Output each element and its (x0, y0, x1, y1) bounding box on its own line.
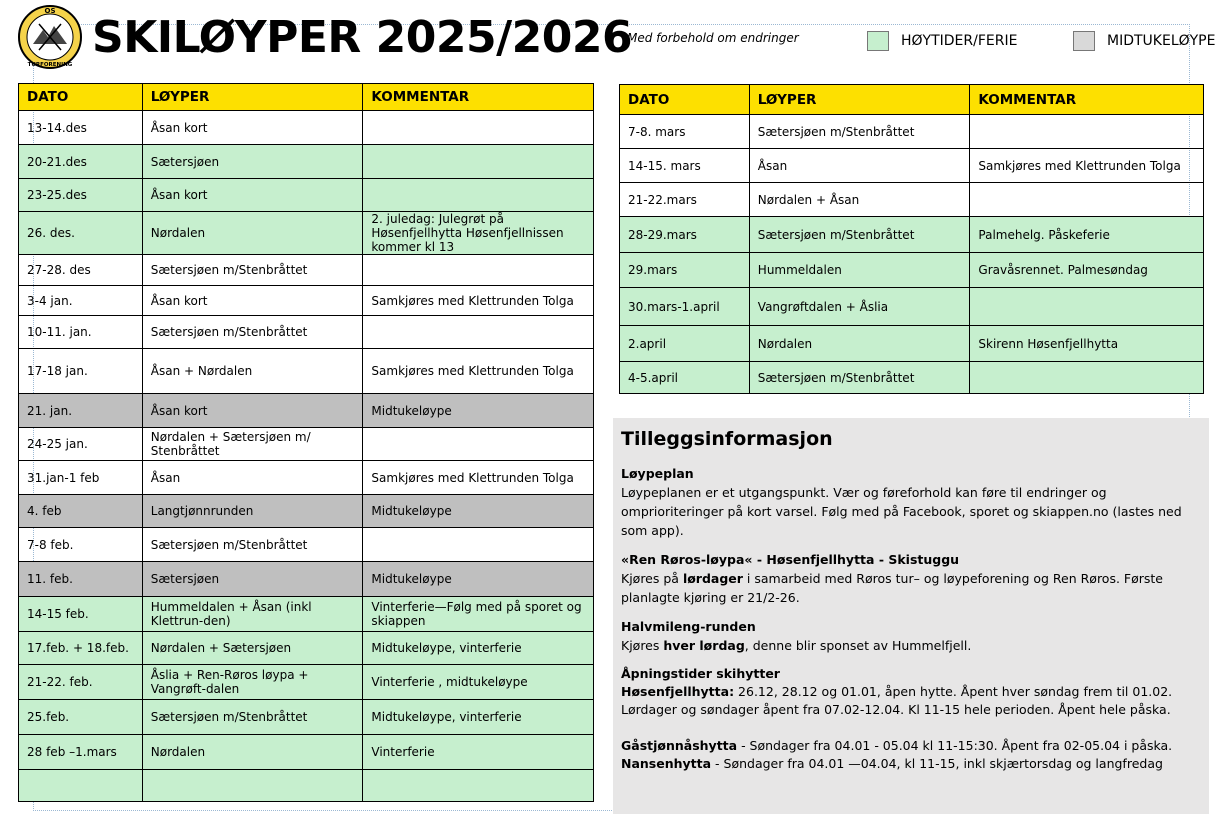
table-row (19, 286, 594, 316)
cell-dato: 4. feb (19, 495, 143, 528)
legend-holidays-swatch (867, 31, 889, 51)
cell-loyper: Hummeldalen + Åsan (inkl Klettrun-den) (142, 597, 363, 632)
table-row (620, 288, 1204, 326)
col-header-loyper: LØYPER (142, 84, 363, 111)
cell-kommentar: Samkjøres med Klettrunden Tolga (970, 149, 1204, 183)
info-apning (621, 665, 1201, 773)
table-row (19, 145, 594, 179)
cell-kommentar: Midtukeløype (363, 495, 594, 528)
info-loypeplan (621, 464, 1201, 540)
cell-loyper: Sætersjøen m/Stenbråttet (749, 362, 970, 394)
cell-kommentar (363, 111, 594, 145)
cell-loyper: Nørdalen + Sætersjøen (142, 632, 363, 665)
cell-dato: 30.mars-1.april (620, 288, 750, 326)
cell-loyper: Sætersjøen m/Stenbråttet (142, 700, 363, 735)
cell-kommentar (363, 770, 594, 802)
table-row (19, 562, 594, 597)
apning-heading: Åpningstider skihytter (621, 666, 780, 681)
cell-kommentar: Samkjøres med Klettrunden Tolga (363, 349, 594, 394)
legend-holidays (867, 30, 1017, 52)
table-row (19, 735, 594, 770)
ren-roros-heading: «Ren Røros-løypa« - Høsenfjellhytta - Skistuggu (621, 552, 960, 567)
col-header-loyper: LØYPER (749, 85, 970, 115)
cell-loyper: Åsan kort (142, 286, 363, 316)
cell-dato: 21. jan. (19, 394, 143, 428)
table-row (19, 349, 594, 394)
table-row (620, 217, 1204, 253)
cell-loyper: Åsan kort (142, 394, 363, 428)
cell-dato: 24-25 jan. (19, 428, 143, 461)
cell-kommentar (363, 428, 594, 461)
cell-dato: 14-15. mars (620, 149, 750, 183)
cell-dato: 23-25.des (19, 179, 143, 212)
col-header-kommentar: KOMMENTAR (970, 85, 1204, 115)
cell-dato: 3-4 jan. (19, 286, 143, 316)
table-row (19, 179, 594, 212)
table-header-row (620, 85, 1204, 115)
gastjonnas-hours: Gåstjønnåshytta - Søndager fra 04.01 - 05.04 kl 11-15:30. Åpent fra 02-05.04 i påska. (621, 738, 1173, 753)
table-row (19, 428, 594, 461)
cell-dato: 17.feb. + 18.feb. (19, 632, 143, 665)
table-row (19, 597, 594, 632)
table-row (19, 316, 594, 349)
legend-holidays-label: HØYTIDER/FERIE (901, 33, 1018, 49)
table-header-row (19, 84, 594, 111)
table-row (19, 111, 594, 145)
cell-dato: 20-21.des (19, 145, 143, 179)
cell-loyper: Sætersjøen m/Stenbråttet (749, 115, 970, 149)
cell-dato: 21-22. feb. (19, 665, 143, 700)
cell-dato: 31.jan-1 feb (19, 461, 143, 495)
cell-kommentar: Vinterferie , midtukeløype (363, 665, 594, 700)
table-row (19, 700, 594, 735)
cell-dato: 2.april (620, 326, 750, 362)
col-header-dato: DATO (620, 85, 750, 115)
cell-dato: 28 feb –1.mars (19, 735, 143, 770)
col-header-kommentar: KOMMENTAR (363, 84, 594, 111)
cell-loyper: Sætersjøen (142, 562, 363, 597)
cell-loyper: Åsan kort (142, 111, 363, 145)
cell-loyper: Åsan (749, 149, 970, 183)
cell-dato: 14-15 feb. (19, 597, 143, 632)
cell-dato: 26. des. (19, 212, 143, 255)
cell-dato: 21-22.mars (620, 183, 750, 217)
cell-loyper: Nørdalen + Sætersjøen m/ Stenbråttet (142, 428, 363, 461)
cell-kommentar (363, 316, 594, 349)
loypeplan-heading: Løypeplan (621, 466, 694, 481)
cell-kommentar (363, 255, 594, 286)
schedule-table-left (18, 83, 594, 802)
cell-kommentar: Midtukeløype (363, 394, 594, 428)
info-ren-roros (621, 550, 1201, 607)
cell-dato: 10-11. jan. (19, 316, 143, 349)
cell-kommentar: Skirenn Høsenfjellhytta (970, 326, 1204, 362)
cell-kommentar (363, 145, 594, 179)
cell-loyper: Nørdalen (749, 326, 970, 362)
table-row (19, 632, 594, 665)
cell-dato: 7-8. mars (620, 115, 750, 149)
cell-dato: 28-29.mars (620, 217, 750, 253)
cell-kommentar (970, 288, 1204, 326)
turforening-logo (17, 4, 83, 70)
legend-midweek (1073, 30, 1215, 52)
table-row (19, 394, 594, 428)
table-row (620, 326, 1204, 362)
cell-kommentar: Palmehelg. Påskeferie (970, 217, 1204, 253)
hosenfjell-hours: Høsenfjellhytta: 26.12, 28.12 og 01.01, åpen hytte. Åpent hver søndag frem til 01.02. Lørdager og søndager åpent fra 07.02-12.04. Kl 11-15 hele perioden. Åpent hele påska. (621, 684, 1173, 717)
col-header-dato: DATO (19, 84, 143, 111)
table-row (620, 183, 1204, 217)
info-halvmil (621, 617, 1201, 655)
table-row (19, 495, 594, 528)
table-row (620, 149, 1204, 183)
cell-kommentar (970, 183, 1204, 217)
cell-loyper: Sætersjøen m/Stenbråttet (142, 528, 363, 562)
page-title: SKILØYPER 2025/2026 (92, 12, 633, 63)
cell-kommentar (363, 179, 594, 212)
table-row (19, 528, 594, 562)
cell-kommentar: Midtukeløype (363, 562, 594, 597)
cell-kommentar: Vinterferie—Følg med på sporet og skiappen (363, 597, 594, 632)
cell-loyper: Langtjønnrunden (142, 495, 363, 528)
cell-loyper: Vangrøftdalen + Åslia (749, 288, 970, 326)
nansen-hours: Nansenhytta - Søndager fra 04.01 —04.04, kl 11-15, inkl skjærtorsdag og langfredag (621, 756, 1163, 771)
cell-kommentar: Gravåsrennet. Palmesøndag (970, 253, 1204, 288)
cell-dato: 4-5.april (620, 362, 750, 394)
cell-kommentar (970, 362, 1204, 394)
cell-loyper: Sætersjøen m/Stenbråttet (749, 217, 970, 253)
cell-loyper: Sætersjøen m/Stenbråttet (142, 316, 363, 349)
cell-loyper: Åslia + Ren-Røros løypa + Vangrøft-dalen (142, 665, 363, 700)
cell-kommentar: Samkjøres med Klettrunden Tolga (363, 461, 594, 495)
table-row (19, 255, 594, 286)
cell-loyper: Nørdalen + Åsan (749, 183, 970, 217)
cell-loyper: Nørdalen (142, 212, 363, 255)
cell-dato: 29.mars (620, 253, 750, 288)
legend-midweek-label: MIDTUKELØYPE (1107, 33, 1216, 49)
cell-kommentar: Midtukeløype, vinterferie (363, 700, 594, 735)
cell-loyper: Nørdalen (142, 735, 363, 770)
halvmil-text: Kjøres hver lørdag, denne blir sponset av Hummelfjell. (621, 638, 972, 653)
table-row (19, 461, 594, 495)
cell-loyper: Åsan (142, 461, 363, 495)
ren-roros-text: Kjøres på lørdager i samarbeid med Røros tur– og løypeforening og Ren Røros. Første planlagte kjøring er 21/2-26. (621, 571, 1163, 605)
table-row (19, 770, 594, 802)
cell-kommentar: Vinterferie (363, 735, 594, 770)
additional-info-panel (613, 418, 1209, 814)
cell-kommentar (363, 528, 594, 562)
info-title: Tilleggsinformasjon (621, 428, 833, 450)
cell-dato: 17-18 jan. (19, 349, 143, 394)
cell-loyper: Åsan kort (142, 179, 363, 212)
table-row (19, 665, 594, 700)
cell-loyper (142, 770, 363, 802)
cell-loyper: Åsan + Nørdalen (142, 349, 363, 394)
table-row (620, 253, 1204, 288)
svg-text:TURFORENING: TURFORENING (27, 62, 73, 68)
schedule-table-right (619, 84, 1204, 394)
loypeplan-text: Løypeplanen er et utgangspunkt. Vær og føreforhold kan føre til endringer og omprioriteringer på kort varsel. Følg med på Facebook, sporet og skiappen.no (lastes ned som app). (621, 485, 1182, 538)
table-row (620, 362, 1204, 394)
legend-midweek-swatch (1073, 31, 1095, 51)
table-row (620, 115, 1204, 149)
cell-kommentar: Midtukeløype, vinterferie (363, 632, 594, 665)
cell-kommentar (970, 115, 1204, 149)
cell-dato: 13-14.des (19, 111, 143, 145)
disclaimer: Med forbehold om endringer (627, 31, 799, 45)
table-row (19, 212, 594, 255)
cell-dato (19, 770, 143, 802)
cell-dato: 25.feb. (19, 700, 143, 735)
cell-dato: 7-8 feb. (19, 528, 143, 562)
halvmil-heading: Halvmileng-runden (621, 619, 756, 634)
svg-text:OS: OS (44, 7, 56, 15)
cell-loyper: Sætersjøen (142, 145, 363, 179)
cell-loyper: Hummeldalen (749, 253, 970, 288)
cell-dato: 11. feb. (19, 562, 143, 597)
cell-dato: 27-28. des (19, 255, 143, 286)
cell-kommentar: 2. juledag: Julegrøt på Høsenfjellhytta Høsenfjellnissen kommer kl 13 (363, 212, 594, 255)
cell-kommentar: Samkjøres med Klettrunden Tolga (363, 286, 594, 316)
cell-loyper: Sætersjøen m/Stenbråttet (142, 255, 363, 286)
